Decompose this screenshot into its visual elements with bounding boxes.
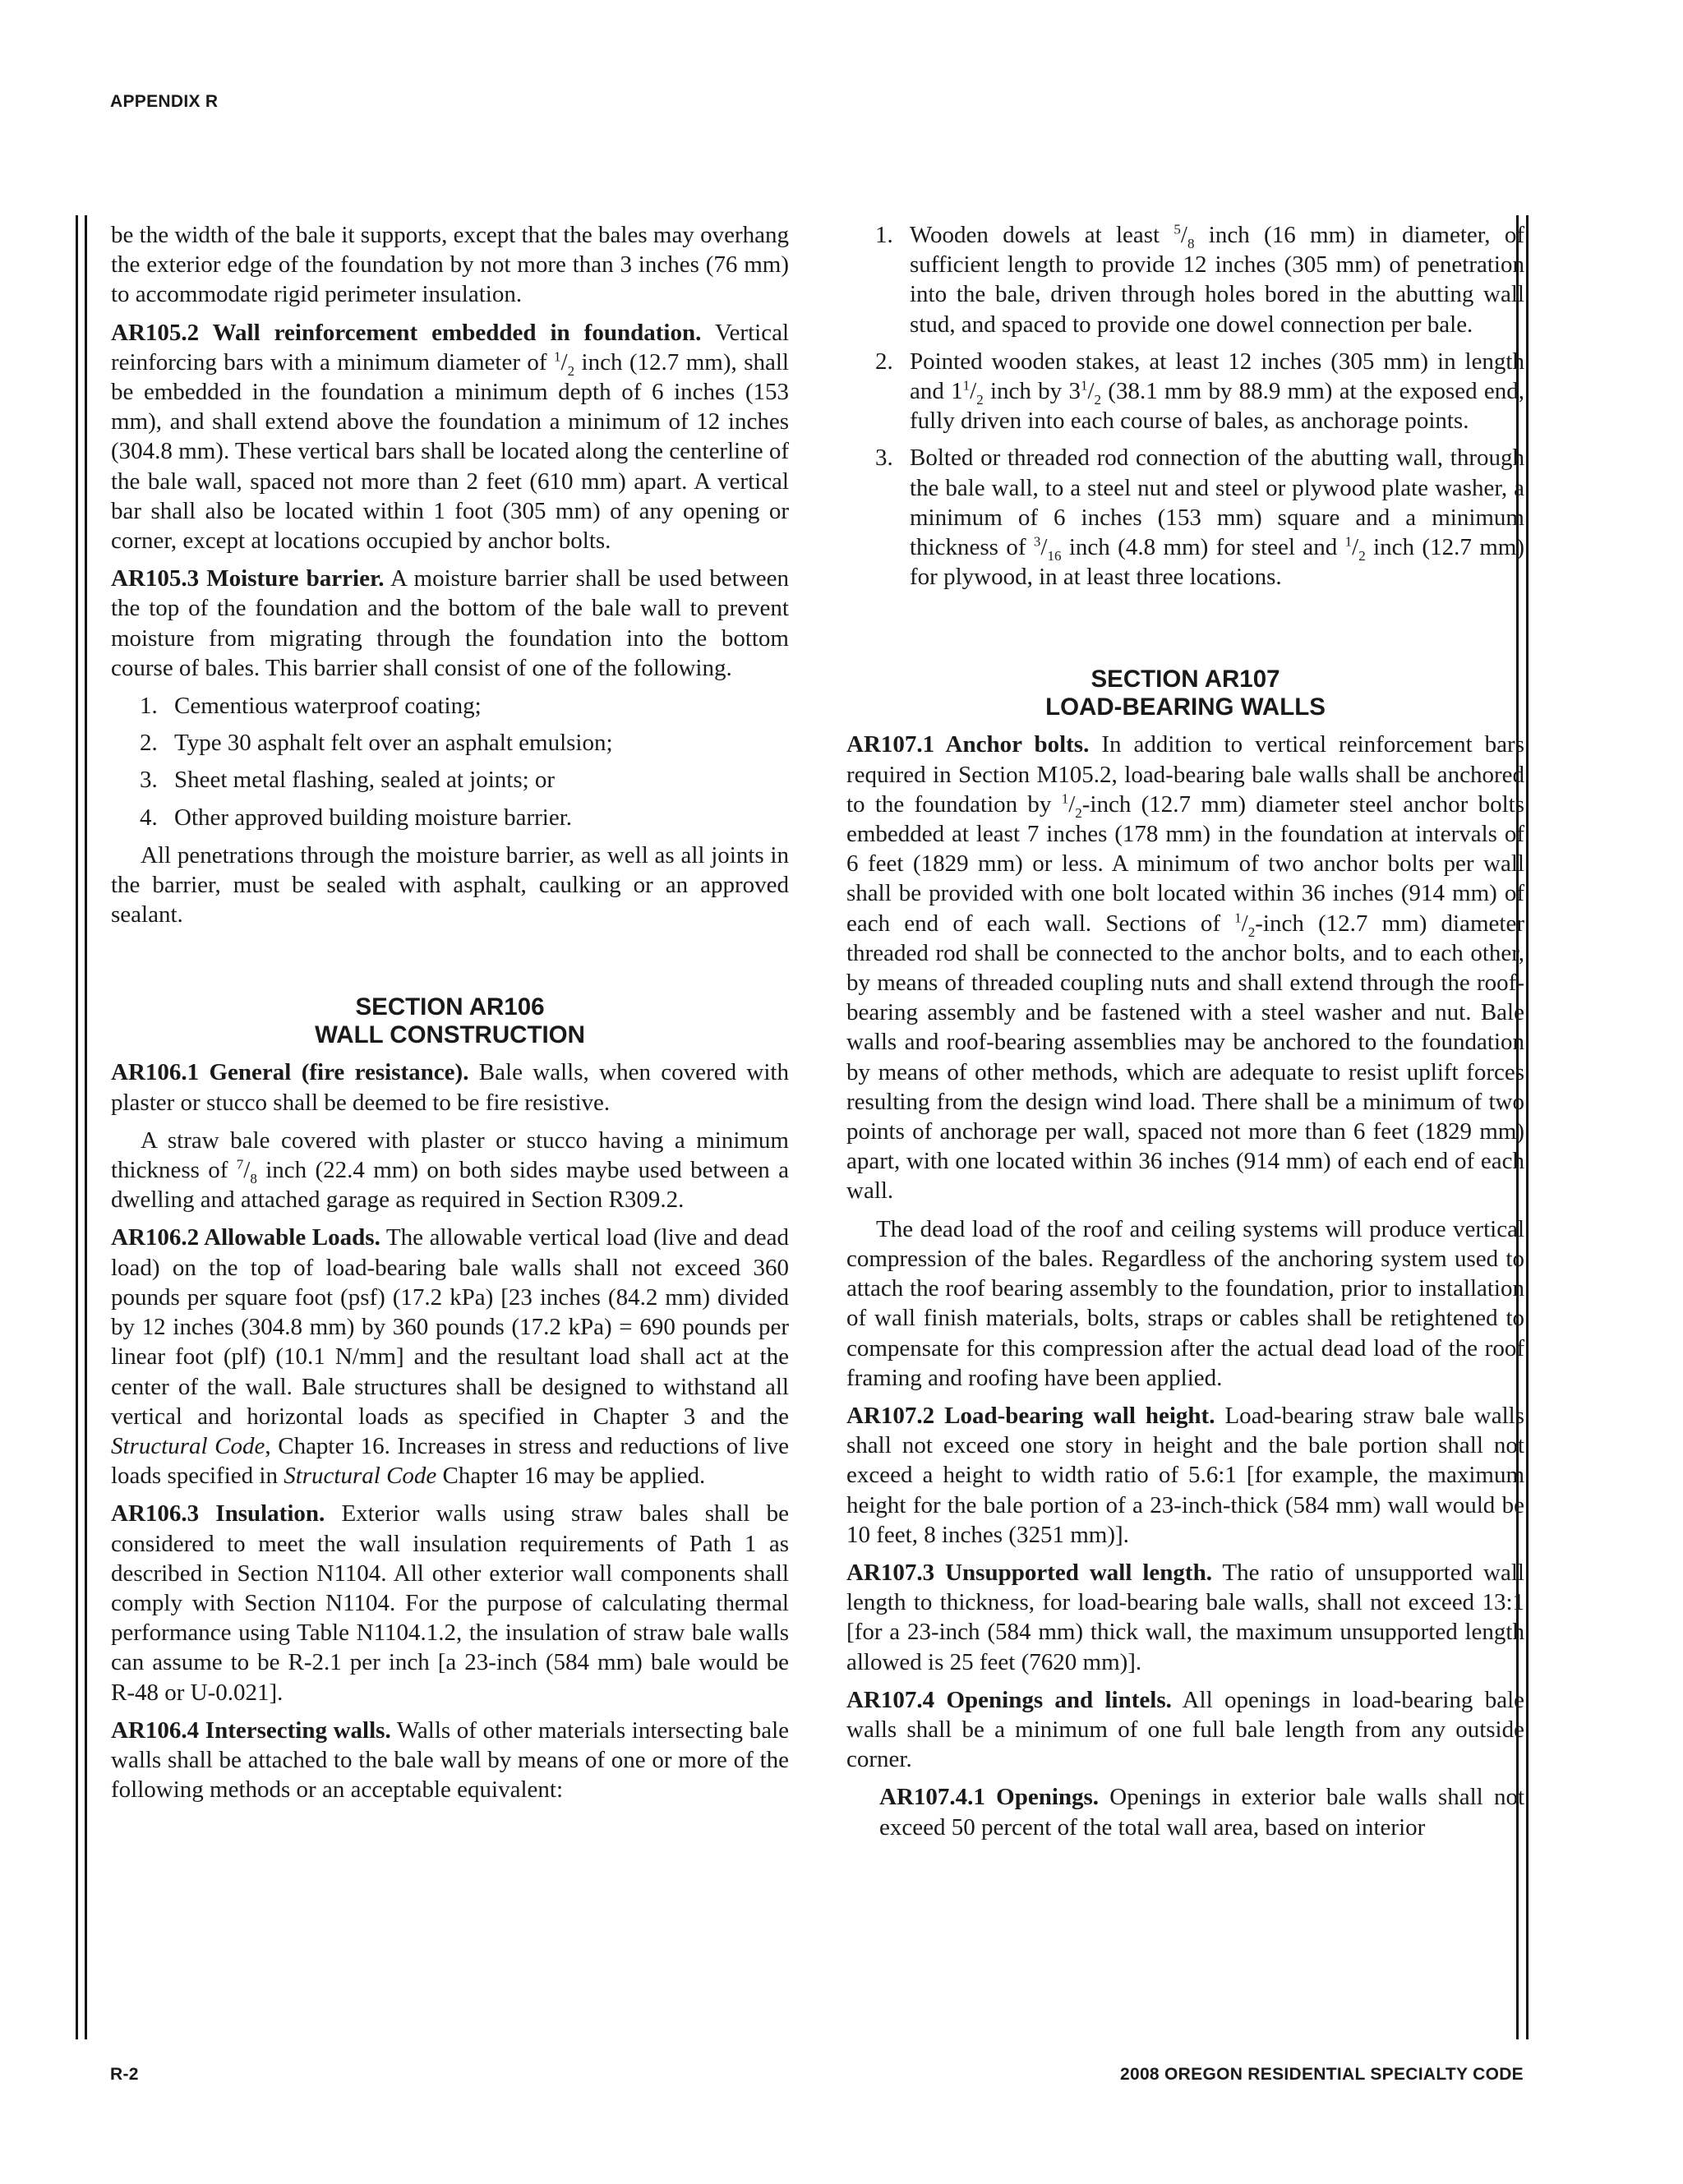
fraction-denominator: 8 — [1187, 235, 1195, 251]
section-number: SECTION AR107 — [1090, 666, 1280, 693]
ar106-3-heading: AR106.3 Insulation. — [111, 1500, 325, 1527]
right-change-bar-outer — [1526, 215, 1529, 2039]
page-number: R-2 — [110, 2065, 139, 2084]
list-item — [846, 443, 1524, 592]
running-head: APPENDIX R — [110, 92, 219, 111]
list-item — [111, 691, 789, 721]
list-number: 1. — [875, 222, 893, 248]
ar106-4-text: Walls of other materials intersecting bale walls shall be attached to the bale wall by means of one or more of the following methods or an acceptable equivalent: — [111, 1716, 789, 1804]
fraction-three-sixteenths: $^3/_{16}$ — [1033, 533, 1062, 564]
list-text: (38.1 mm by 88.9 mm) at the exposed end, fully driven into each course of bales, as anchorage points. — [910, 378, 1525, 435]
ar106-2-text-a: The allowable vertical load (live and dead load) on the top of load-bearing bale walls shall not exceed 360 pounds per square foot (psf) (17.2 kPa) [23 inches (84.2 mm) divided by 12 inches (304.8 mm) by 360 pounds (17.2 kPa) = 690 pounds per linear foot (plf) (10.1 N/mm] and the resultant load shall act at the center of the wall. Bale structures shall be designed to withstand all vertical and horizontal loads as specified in Chapter 3 and the — [111, 1224, 790, 1430]
ar106-2-text-b: , Chapter 16. Increases in stress and reductions of live loads specified in — [111, 1432, 789, 1490]
list-number: 2. — [140, 730, 158, 757]
ar105-3-heading: AR105.3 Moisture barrier. — [111, 565, 385, 592]
fraction-denominator: 2 — [1247, 924, 1256, 940]
ar107-1-heading: AR107.1 Anchor bolts. — [846, 731, 1090, 758]
straw-bale-text-b: inch (22.4 mm) on both sides maybe used between a dwelling and attached garage as required in Section R309.2. — [111, 1157, 789, 1214]
ar107-2-text: Load-bearing straw bale walls shall not exceed one story in height and the bale portion shall not exceed a height to width ratio of 5.6:1 [for example, the maximum height for the bale portion of a 23-inch-thick (584 mm) wall would be 10 feet, 8 inches (3251 mm)]. — [846, 1402, 1524, 1548]
penetrations-paragraph: All penetrations through the moisture barrier, as well as all joints in the barrier, must be sealed with asphalt, caulking or an approved sealant. — [111, 841, 789, 928]
list-text: Other approved building moisture barrier. — [174, 804, 573, 831]
section-number: SECTION AR106 — [355, 993, 545, 1021]
fraction-seven-eighths: $^7/_8$ — [236, 1156, 257, 1186]
ar105-2-text-b: inch (12.7 mm), shall be embedded in the foundation a minimum depth of 6 inches (153 mm), and shall extend above the foundation a minimum of 12 inches (304.8 mm). These vertical bars shall be located along the centerline of the bale wall, spaced not more than 2 feet (610 mm) apart. A vertical bar shall also be located within 1 foot (305 mm) of any opening or corner, except at locations occupied by anchor bolts. — [111, 348, 789, 555]
fraction-half: $^1/_2$ — [1234, 910, 1256, 940]
left-change-bar-inner — [85, 215, 87, 2039]
moisture-barrier-list — [111, 691, 789, 832]
ar107-4-heading: AR107.4 Openings and lintels. — [846, 1686, 1172, 1713]
straw-bale-text-a: A straw bale covered with plaster or stucco having a minimum thickness of — [111, 1127, 789, 1184]
ar107-4-1-heading: AR107.4.1 Openings. — [879, 1784, 1100, 1811]
ar106-2-heading: AR106.2 Allowable Loads. — [111, 1224, 380, 1251]
fraction-denominator: 8 — [250, 1170, 257, 1186]
list-number: 4. — [140, 804, 158, 831]
fraction-half: $^1/_2$ — [962, 377, 984, 408]
ar105-3-text: A moisture barrier shall be used between the top of the foundation and the bottom of the bale wall to prevent moisture from migrating through the foundation into the bottom course of bales. This barrier shall consist of one of the following. — [111, 565, 789, 681]
ar107-2-paragraph — [846, 1401, 1524, 1550]
fraction-denominator: 2 — [1358, 547, 1366, 564]
ar107-4-1-text: Openings in exterior bale walls shall not exceed 50 percent of the total wall area, based on interior — [879, 1784, 1524, 1841]
ar106-1-paragraph — [111, 1057, 789, 1117]
book-title: 2008 OREGON RESIDENTIAL SPECIALTY CODE — [1119, 2065, 1524, 2084]
dead-load-paragraph: The dead load of the roof and ceiling systems will produce vertical compression of the bales. Regardless of the anchoring system used to attach the roof bearing assembly to the foundation, prior to installation of wall finish materials, bolts, straps or cables shall be retightened to compensate for this compression after the actual dead load of the roof framing and roofing have been applied. — [846, 1215, 1524, 1391]
left-column — [111, 220, 789, 1813]
list-item — [111, 728, 789, 758]
left-change-bar — [76, 215, 78, 2039]
section-title: LOAD-BEARING WALLS — [1045, 693, 1326, 721]
ar107-1-text-b: -inch (12.7 mm) diameter steel anchor bolts embedded at least 7 inches (178 mm) in the foundation at intervals of 6 feet (1829 mm) or less. A minimum of two anchor bolts per wall shall be provided with one bolt located within 36 inches (914 mm) of each end of each wall. Sections of — [846, 790, 1524, 937]
fraction-numerator: 7 — [236, 1156, 244, 1173]
ar107-1-text-c: -inch (12.7 mm) diameter threaded rod shall be connected to the anchor bolts, and to each other, by means of threaded coupling nuts and shall extend through the roof-bearing assembly and be fastened with a steel washer and nut. Bale walls and roof-bearing assemblies may be anchored to the foundation by means of other methods, which are adequate to resist uplift forces resulting from the design wind load. There shall be a minimum of two points of anchorage per wall, spaced not more than 6 feet (1829 mm) apart, with one located within 36 inches (914 mm) of each end of each wall. — [846, 910, 1524, 1205]
fraction-half: $^1/_2$ — [1080, 377, 1102, 408]
straw-bale-paragraph — [111, 1126, 789, 1215]
fraction-numerator: 3 — [1033, 533, 1041, 550]
list-text: inch (4.8 mm) for steel and — [1061, 534, 1345, 561]
fraction-denominator: 2 — [976, 391, 984, 408]
ar106-1-text: Bale walls, when covered with plaster or stucco shall be deemed to be fire resistive. — [111, 1059, 789, 1116]
list-item — [846, 347, 1524, 436]
structural-code-ref: Structural Code — [284, 1463, 437, 1490]
fraction-half: $^1/_2$ — [1344, 533, 1366, 564]
list-text: inch (16 mm) in diameter, of sufficient length to provide 12 inches (305 mm) of penetration into the bale, driven through holes bored in the abutting wall stud, and spaced to provide one dowel connection per bale. — [910, 222, 1524, 338]
ar106-4-heading: AR106.4 Intersecting walls. — [111, 1716, 391, 1744]
section-spacer — [111, 938, 789, 993]
section-ar106-heading — [111, 993, 789, 1049]
list-text: Wooden dowels at least — [910, 222, 1174, 248]
ar107-1-paragraph — [846, 730, 1524, 1205]
list-number: 3. — [875, 445, 893, 472]
fraction-numerator: 1 — [1061, 790, 1069, 807]
list-text: Sheet metal flashing, sealed at joints; or — [174, 767, 556, 794]
list-number: 3. — [140, 767, 158, 794]
fraction-denominator: 2 — [567, 362, 575, 379]
ar107-3-paragraph — [846, 1558, 1524, 1677]
ar105-2-paragraph — [111, 318, 789, 556]
fraction-numerator: 1 — [554, 348, 561, 365]
ar107-4-paragraph — [846, 1685, 1524, 1775]
fraction-numerator: 1 — [962, 377, 971, 394]
list-text: inch (12.7 mm) for plywood, in at least three locations. — [910, 534, 1524, 591]
fraction-half: $^1/_2$ — [554, 348, 575, 379]
section-spacer — [846, 600, 1524, 666]
structural-code-ref: Structural Code — [111, 1432, 265, 1459]
ar107-4-text: All openings in load-bearing bale walls shall be a minimum of one full bale length from any outside corner. — [846, 1686, 1524, 1773]
list-text: inch by 3 — [983, 378, 1081, 405]
ar106-3-text: Exterior walls using straw bales shall be considered to meet the wall insulation requirements of Path 1 as described in Section N1104. All other exterior wall components shall comply with Section N1104. For the purpose of calculating thermal performance using Table N1104.1.2, the insulation of straw bale walls can assume to be R-2.1 per inch [a 23-inch (584 mm) bale would be R-48 or U-0.021]. — [111, 1500, 789, 1706]
list-text: Cementious waterproof coating; — [174, 693, 482, 720]
ar105-2-text-a: Vertical reinforcing bars with a minimum diameter of — [111, 319, 789, 376]
fraction-numerator: 1 — [1344, 533, 1353, 550]
ar107-2-heading: AR107.2 Load-bearing wall height. — [846, 1402, 1215, 1429]
section-ar107-heading — [846, 666, 1524, 721]
ar107-1-text-a: In addition to vertical reinforcement bars required in Section M105.2, load-bearing bale walls shall be anchored to the foundation by — [846, 731, 1524, 818]
ar107-3-text: The ratio of unsupported wall length to thickness, for load-bearing bale walls, shall not exceed 13:1 [for a 23-inch (584 mm) thick wall, the maximum unsupported length allowed is 25 feet (7620 mm)]. — [846, 1559, 1524, 1675]
section-title: WALL CONSTRUCTION — [315, 1021, 585, 1049]
fraction-numerator: 5 — [1173, 221, 1181, 237]
fraction-five-eighths: $^5/_8$ — [1173, 221, 1195, 251]
list-item — [111, 765, 789, 795]
intersecting-walls-list — [846, 220, 1524, 592]
fraction-denominator: 2 — [1075, 804, 1082, 821]
continued-paragraph: be the width of the bale it supports, except that the bales may overhang the exterior edge of the foundation by not more than 3 inches (76 mm) to accommodate rigid perimeter insulation. — [111, 222, 789, 308]
list-item — [111, 803, 789, 832]
list-number: 2. — [875, 348, 893, 375]
right-column — [846, 220, 1524, 1850]
fraction-denominator: 16 — [1047, 547, 1062, 564]
ar106-4-paragraph — [111, 1716, 789, 1805]
ar107-3-heading: AR107.3 Unsupported wall length. — [846, 1559, 1212, 1586]
list-text: Pointed wooden stakes, at least 12 inches (305 mm) in length and 1 — [910, 348, 1524, 405]
list-text: Type 30 asphalt felt over an asphalt emulsion; — [174, 730, 613, 757]
ar106-1-heading: AR106.1 General (fire resistance). — [111, 1059, 469, 1086]
fraction-numerator: 1 — [1080, 377, 1088, 394]
fraction-numerator: 1 — [1234, 910, 1242, 925]
fraction-half: $^1/_2$ — [1061, 790, 1082, 821]
list-text: Bolted or threaded rod connection of the abutting wall, through the bale wall, to a steel nut and steel or plywood plate washer, a minimum of 6 inches (153 mm) square and a minimum thickness of — [910, 445, 1524, 561]
fraction-denominator: 2 — [1094, 391, 1102, 408]
ar106-2-text-c: Chapter 16 may be applied. — [436, 1463, 706, 1490]
list-item — [846, 220, 1524, 339]
ar105-2-heading: AR105.2 Wall reinforcement embedded in foundation. — [111, 319, 702, 346]
ar106-2-paragraph — [111, 1223, 789, 1491]
ar106-3-paragraph — [111, 1499, 789, 1707]
ar107-4-1-paragraph — [846, 1782, 1524, 1841]
ar105-3-paragraph — [111, 564, 789, 683]
list-number: 1. — [140, 693, 158, 720]
